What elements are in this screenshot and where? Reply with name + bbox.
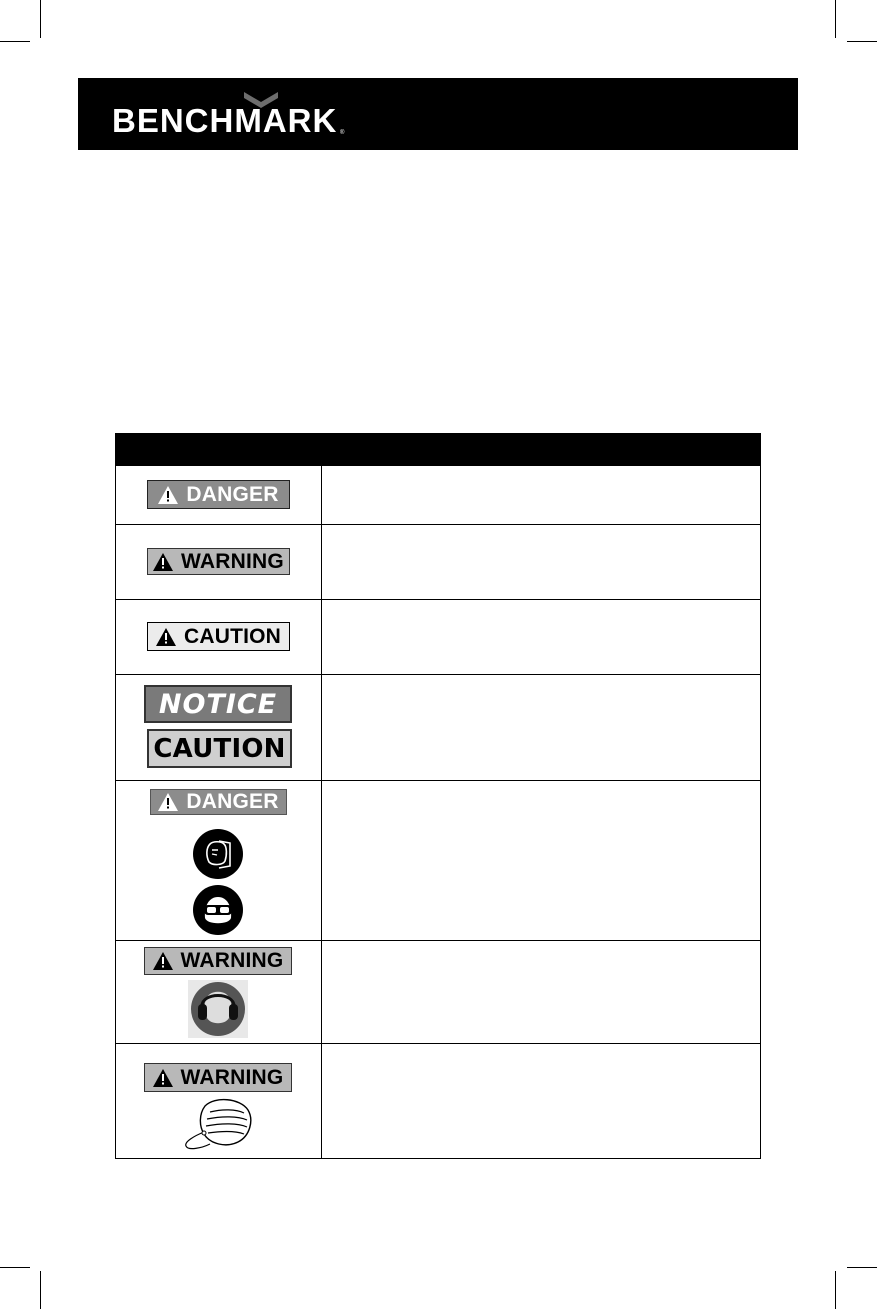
warning-sign bbox=[147, 548, 290, 575]
brand-registered-mark: ® bbox=[340, 130, 345, 136]
table-header-bar bbox=[116, 434, 760, 466]
alert-triangle-icon bbox=[156, 628, 176, 646]
crop-mark bbox=[40, 1271, 41, 1309]
crop-mark bbox=[0, 41, 30, 42]
notice-sign bbox=[144, 685, 292, 723]
alert-triangle-icon bbox=[158, 793, 178, 811]
danger-sign bbox=[147, 480, 290, 509]
caution-sign bbox=[147, 622, 290, 651]
crop-mark bbox=[847, 1267, 877, 1268]
danger-label: DANGER bbox=[186, 482, 279, 506]
dust-mask-icon bbox=[180, 1096, 260, 1154]
crop-mark bbox=[835, 1271, 836, 1309]
header-bar bbox=[78, 78, 798, 150]
face-shield-icon bbox=[192, 828, 244, 880]
danger-label: DANGER bbox=[186, 790, 279, 813]
brand-name: BENCHMARK bbox=[112, 102, 338, 139]
row-divider bbox=[116, 674, 760, 675]
row-divider bbox=[116, 780, 760, 781]
warning-sign bbox=[144, 947, 292, 975]
crop-mark bbox=[835, 0, 836, 38]
danger-sign bbox=[150, 789, 287, 815]
alert-triangle-icon bbox=[153, 1069, 173, 1087]
warning-sign bbox=[144, 1063, 292, 1092]
caution-plain-label: CAUTION bbox=[153, 733, 286, 764]
crop-mark bbox=[40, 0, 41, 38]
alert-triangle-icon bbox=[153, 952, 173, 970]
row-divider bbox=[116, 940, 760, 941]
warning-label: WARNING bbox=[180, 1065, 284, 1089]
alert-triangle-icon bbox=[153, 553, 173, 571]
row-divider bbox=[116, 1043, 760, 1044]
warning-label: WARNING bbox=[180, 949, 284, 972]
crop-mark bbox=[0, 1267, 30, 1268]
row-divider bbox=[116, 599, 760, 600]
crop-mark bbox=[847, 41, 877, 42]
caution-label: CAUTION bbox=[183, 624, 282, 648]
row-divider bbox=[116, 524, 760, 525]
caution-sign-plain bbox=[147, 729, 292, 768]
alert-triangle-icon bbox=[158, 486, 178, 504]
warning-label: WARNING bbox=[181, 549, 284, 573]
safety-glasses-icon bbox=[192, 884, 244, 936]
safety-symbols-table bbox=[115, 433, 761, 1159]
column-divider bbox=[321, 466, 322, 1159]
notice-label: NOTICE bbox=[158, 688, 278, 720]
ear-protection-icon bbox=[188, 980, 248, 1038]
